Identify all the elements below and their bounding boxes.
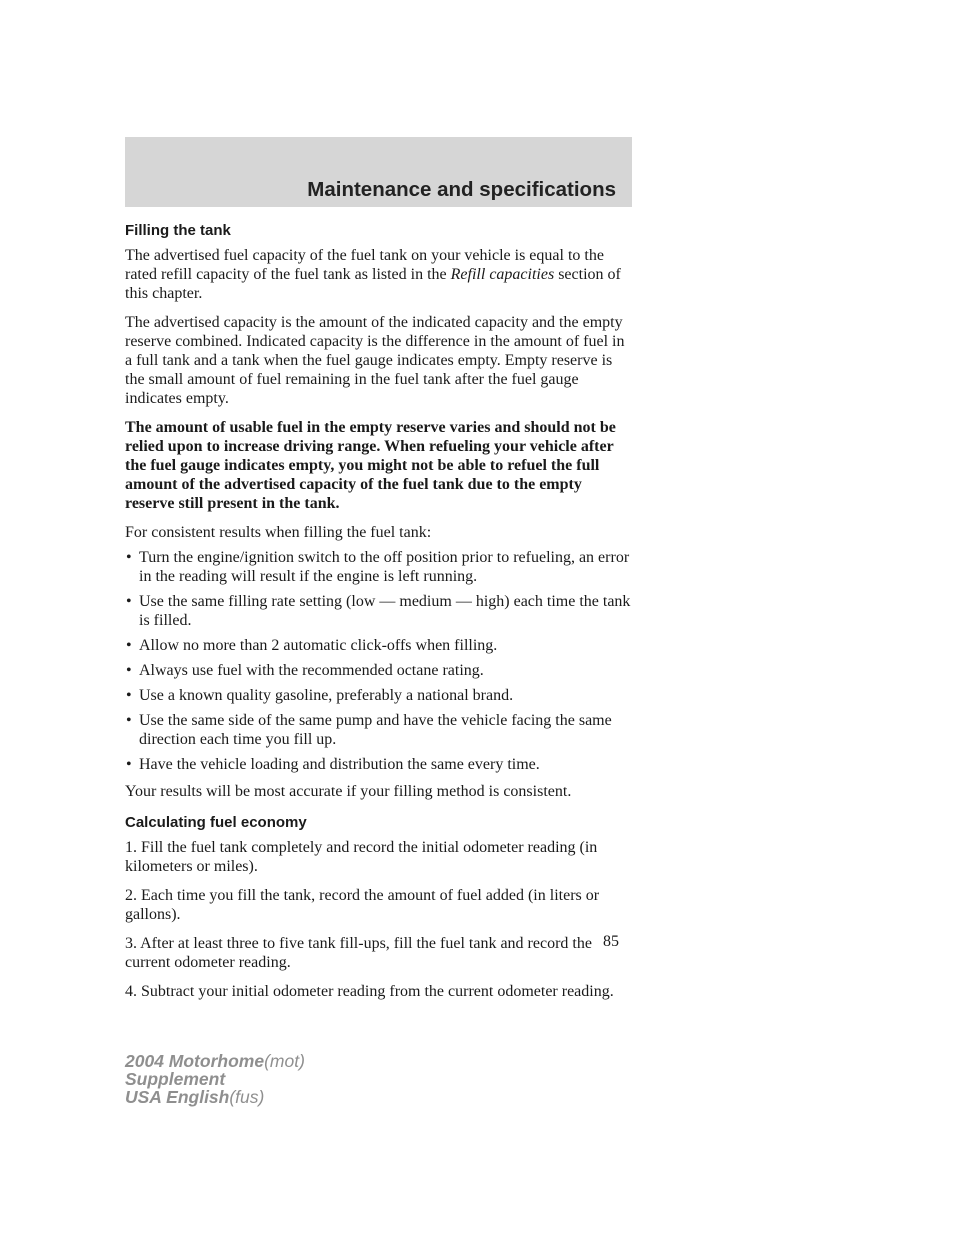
bullet-icon: • (126, 549, 132, 566)
list-item: • Allow no more than 2 automatic click-offs when filling. (126, 637, 498, 654)
document-footer (125, 1052, 305, 1106)
closing-paragraph: Your results will be most accurate if your filling method is consistent. (125, 783, 572, 800)
list-item: • Have the vehicle loading and distribution the same every time. (126, 756, 540, 773)
filling-tips-list (125, 548, 635, 774)
bullet-icon: • (126, 593, 132, 610)
bullet-icon: • (126, 687, 132, 704)
bullet-icon: • (126, 712, 132, 729)
list-item: • Use a known quality gasoline, preferably a national brand. (126, 687, 514, 704)
page-number: 85 (603, 933, 619, 950)
empty-reserve-warning: The amount of usable fuel in the empty reserve varies and should not be relied upon to increase driving range. When refueling your vehicle after the fuel gauge indicates empty, you might not be able to refuel the full amount of the advertised capacity of the fuel tank due to the empty reserve still present in the tank. (125, 419, 616, 512)
header-band (125, 137, 632, 207)
economy-step: 3. After at least three to five tank fill-ups, fill the fuel tank and record the current odometer reading. (125, 935, 592, 971)
consistent-results-intro: For consistent results when filling the fuel tank: (125, 524, 432, 541)
capacity-text-a: The advertised fuel capacity of the fuel tank on your vehicle is equal to the rated refill capacity of the fuel tank as listed in the (125, 247, 604, 283)
list-item: • Turn the engine/ignition switch to the off position prior to refueling, an error in the reading will result if the engine is left running. (126, 549, 630, 585)
economy-step: 4. Subtract your initial odometer reading from the current odometer reading. (125, 983, 614, 1000)
advertised-capacity-paragraph: The advertised capacity is the amount of the indicated capacity and the empty reserve combined. Indicated capacity is the difference in the amount of fuel in a full tank and a tank when the fuel gauge indicates empty. Empty reserve is the small amount of fuel remaining in the fuel tank after the fuel gauge indicates empty. (125, 314, 625, 407)
filling-heading: Filling the tank (125, 222, 231, 239)
footer-line-1: 2004 Motorhome(mot) (125, 1051, 305, 1071)
footer-line-3: USA English(fus) (125, 1087, 265, 1107)
capacity-text-b: section of this chapter. (125, 266, 621, 302)
economy-heading: Calculating fuel economy (125, 814, 307, 831)
economy-step: 1. Fill the fuel tank completely and record the initial odometer reading (in kilometers or miles). (125, 839, 598, 875)
refill-capacities-reference: Refill capacities (450, 266, 555, 283)
bullet-icon: • (126, 756, 132, 773)
bullet-icon: • (126, 637, 132, 654)
capacity-paragraph (125, 246, 635, 303)
list-item: • Use the same side of the same pump and have the vehicle facing the same direction each time you fill up. (126, 712, 612, 748)
economy-step: 2. Each time you fill the tank, record the amount of fuel added (in liters or gallons). (125, 887, 600, 923)
section-title: Maintenance and specifications (307, 178, 616, 201)
bullet-icon: • (126, 662, 132, 679)
list-item: • Always use fuel with the recommended octane rating. (126, 662, 484, 679)
page-content (125, 221, 635, 1011)
list-item: • Use the same filling rate setting (low — medium — high) each time the tank is filled. (126, 593, 631, 629)
footer-line-2: Supplement (125, 1069, 226, 1089)
